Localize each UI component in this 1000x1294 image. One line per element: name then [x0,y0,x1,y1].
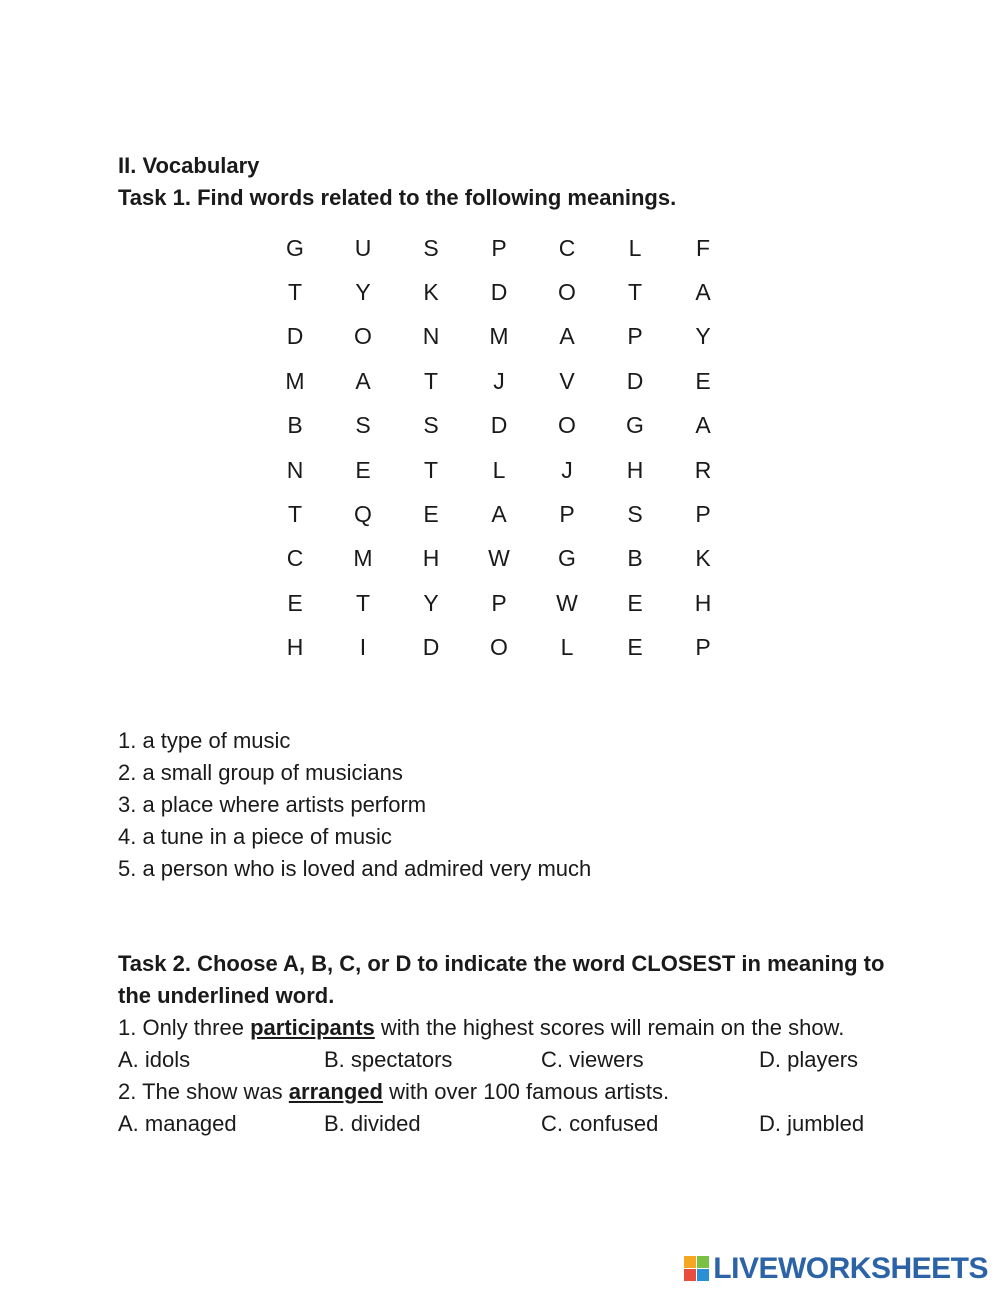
grid-letter[interactable]: E [287,589,303,616]
grid-letter[interactable]: T [355,589,371,616]
grid-letter[interactable]: H [694,589,712,616]
question-text: with the highest scores will remain on the show. [374,1015,845,1040]
grid-letter[interactable]: H [626,456,644,483]
question-2 [118,1076,888,1108]
clue-item: 4. a tune in a piece of music [118,824,392,849]
grid-row [261,270,737,314]
grid-letter[interactable]: T [627,279,643,306]
grid-letter[interactable]: M [489,323,509,350]
grid-letter[interactable]: Y [695,323,711,350]
grid-letter[interactable]: A [491,501,507,528]
grid-letter[interactable]: U [354,234,372,261]
grid-letter[interactable]: V [559,367,575,394]
option-a[interactable]: A. managed [118,1111,237,1136]
task1-title: Task 1. Find words related to the following meanings. [118,185,677,210]
grid-letter[interactable]: M [285,367,305,394]
grid-letter[interactable]: T [287,501,303,528]
grid-letter[interactable]: A [559,323,575,350]
options-row [118,1044,888,1076]
grid-letter[interactable]: N [286,456,304,483]
grid-letter[interactable]: W [556,589,578,616]
grid-letter[interactable]: O [558,279,576,306]
clue-list [118,725,591,885]
grid-letter[interactable]: R [694,456,712,483]
clue-item: 3. a place where artists perform [118,792,427,817]
grid-letter[interactable]: A [695,412,711,439]
grid-letter[interactable]: F [695,234,711,261]
logo-square-3 [684,1269,696,1281]
grid-letter[interactable]: T [423,367,439,394]
option-b[interactable]: B. divided [324,1111,421,1136]
grid-letter[interactable]: C [558,234,576,261]
option-d[interactable]: D. jumbled [759,1111,865,1136]
logo-square-2 [697,1256,709,1268]
clue-item: 2. a small group of musicians [118,760,403,785]
grid-row [261,626,737,670]
grid-letter[interactable]: P [491,589,507,616]
grid-letter[interactable]: Y [423,589,439,616]
section-title: II. Vocabulary [118,153,260,178]
grid-letter[interactable]: N [422,323,440,350]
grid-letter[interactable]: G [286,234,304,261]
grid-letter[interactable]: P [491,234,507,261]
underlined-word: participants [250,1015,375,1040]
option-c[interactable]: C. viewers [541,1047,644,1072]
logo-text: LIVEWORKSHEETS [713,1252,988,1285]
grid-letter[interactable]: P [695,501,711,528]
question-1 [118,1012,888,1044]
grid-letter[interactable]: J [493,367,505,394]
grid-letter[interactable]: D [422,634,440,661]
grid-letter[interactable]: L [628,234,642,261]
grid-letter[interactable]: Q [354,501,372,528]
grid-row [261,404,737,448]
grid-letter[interactable]: W [488,545,510,572]
grid-letter[interactable]: A [355,367,371,394]
grid-letter[interactable]: L [492,456,506,483]
grid-row [261,581,737,625]
task2-title: Task 2. Choose A, B, C, or D to indicate the word CLOSEST in meaning to the underlined word. [118,951,885,1008]
grid-letter[interactable]: H [422,545,440,572]
grid-letter[interactable]: B [627,545,643,572]
grid-letter[interactable]: T [287,279,303,306]
grid-row [261,226,737,270]
grid-letter[interactable]: K [423,279,439,306]
grid-letter[interactable]: E [355,456,371,483]
underlined-word: arranged [288,1079,383,1104]
grid-letter[interactable]: S [423,234,439,261]
grid-letter[interactable]: A [695,279,711,306]
grid-row [261,537,737,581]
question-text: 1. Only three [118,1015,251,1040]
grid-letter[interactable]: I [359,634,367,661]
option-d[interactable]: D. players [759,1047,859,1072]
grid-letter[interactable]: D [626,367,644,394]
grid-letter[interactable]: P [695,634,711,661]
grid-letter[interactable]: H [286,634,304,661]
grid-letter[interactable]: D [286,323,304,350]
option-a[interactable]: A. idols [118,1047,191,1072]
clue-item: 1. a type of music [118,728,291,753]
grid-row [261,448,737,492]
logo-square-1 [684,1256,696,1268]
word-search-grid [261,226,737,670]
grid-letter[interactable]: O [354,323,372,350]
grid-letter[interactable]: P [559,501,575,528]
grid-letter[interactable]: O [558,412,576,439]
grid-letter[interactable]: L [560,634,574,661]
grid-letter[interactable]: E [695,367,711,394]
grid-letter[interactable]: S [355,412,371,439]
grid-row [261,492,737,536]
grid-letter[interactable]: J [561,456,573,483]
grid-letter[interactable]: E [627,634,643,661]
logo-square-4 [697,1269,709,1281]
grid-letter[interactable]: G [626,412,644,439]
grid-letter[interactable]: E [423,501,439,528]
option-c[interactable]: C. confused [541,1111,659,1136]
grid-row [261,359,737,403]
option-b[interactable]: B. spectators [324,1047,453,1072]
grid-letter[interactable]: E [627,589,643,616]
question-text: with over 100 famous artists. [382,1079,670,1104]
grid-letter[interactable]: M [353,545,373,572]
grid-letter[interactable]: P [627,323,643,350]
grid-row [261,315,737,359]
grid-letter[interactable]: G [558,545,576,572]
grid-letter[interactable]: D [490,412,508,439]
question-text: 2. The show was [118,1079,289,1104]
grid-letter[interactable]: T [423,456,439,483]
task2-section [118,948,888,1140]
grid-letter[interactable]: S [423,412,439,439]
grid-letter[interactable]: K [695,545,711,572]
grid-letter[interactable]: Y [355,279,371,306]
liveworksheets-logo[interactable] [684,1251,988,1287]
grid-letter[interactable]: B [287,412,303,439]
grid-letter[interactable]: C [286,545,304,572]
options-row [118,1108,888,1140]
liveworksheets-logo-icon [684,1256,710,1282]
clue-item: 5. a person who is loved and admired very much [118,856,592,881]
grid-letter[interactable]: D [490,279,508,306]
grid-letter[interactable]: O [490,634,508,661]
grid-letter[interactable]: S [627,501,643,528]
